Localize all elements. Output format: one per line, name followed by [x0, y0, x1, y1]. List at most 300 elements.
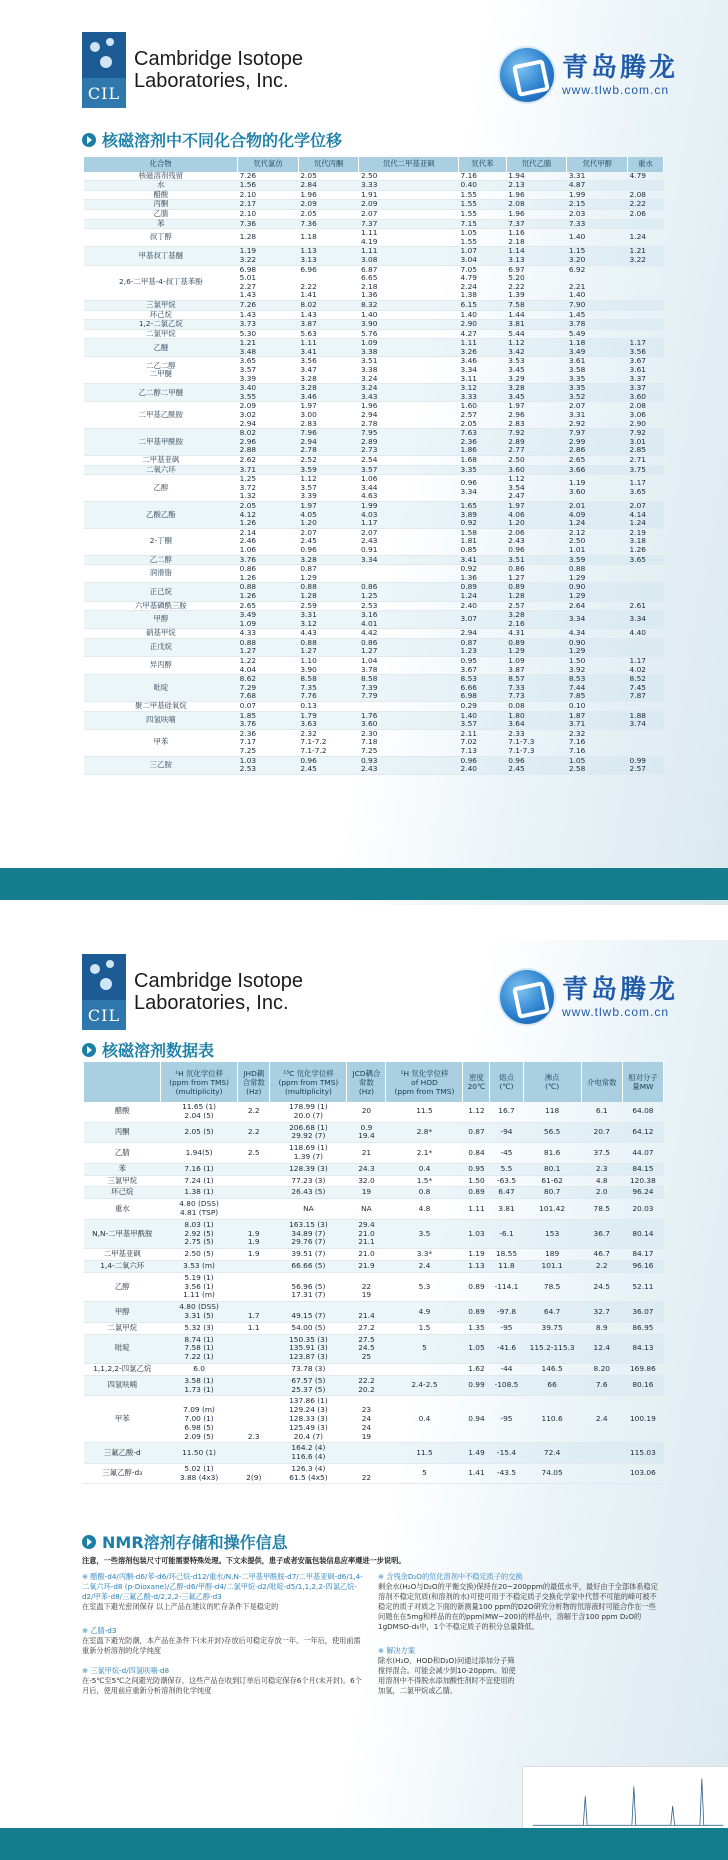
table-cell: 7.90 — [567, 300, 628, 310]
table-cell: 18.55 — [490, 1249, 523, 1261]
column-header: 氘代二甲基亚砜 — [359, 157, 459, 172]
table-cell — [628, 265, 664, 300]
qd-url[interactable]: www.tlwb.com.cn — [561, 1005, 670, 1019]
table-row — [84, 339, 664, 357]
table-cell: 3.53 3.45 3.29 — [506, 357, 567, 384]
table-cell: 1.96 — [506, 209, 567, 219]
table-cell: 3.58 (1) 1.73 (1) — [161, 1375, 238, 1396]
table-cell: 21.0 — [347, 1249, 386, 1261]
table-cell: 1.87 3.71 — [567, 711, 628, 729]
table-cell: 8.32 — [359, 300, 459, 310]
table-cell: 1.41 — [463, 1463, 490, 1484]
table-cell: 8.53 7.44 7.85 — [567, 675, 628, 702]
table-cell: 3.34 — [359, 555, 459, 565]
table-cell: 2.07 — [359, 209, 459, 219]
table-cell: 2.06 — [628, 209, 664, 219]
section-title-text: 核磁溶剂中不同化合物的化学位移 — [102, 131, 343, 150]
table-cell: 1.9 1.9 — [238, 1219, 270, 1248]
table-cell: 8.58 7.35 7.76 — [298, 675, 359, 702]
compound-name: 乙腈 — [84, 209, 238, 219]
table-cell: 96.24 — [622, 1187, 663, 1199]
table-cell: 2.4 — [386, 1260, 463, 1272]
table-cell: 21 — [347, 1143, 386, 1164]
table-cell: 2.52 — [298, 456, 359, 466]
compound-name: 环己烷 — [84, 310, 238, 320]
table-cell: 0.89 — [463, 1272, 490, 1301]
table-cell: 0.89 — [463, 1302, 490, 1323]
table-cell: 2.4-2.5 — [386, 1375, 463, 1396]
table-cell: 2.33 7.1-7.3 7.1-7.3 — [506, 729, 567, 756]
table-cell: 1.85 3.76 — [238, 711, 299, 729]
table-cell: 3.07 — [459, 611, 507, 629]
table-cell: 36.07 — [622, 1302, 663, 1323]
table-cell: 178.99 (1) 20.0 (7) — [270, 1102, 347, 1122]
table-cell: 1.03 2.53 — [238, 756, 299, 774]
table-cell: 29.4 21.0 21.1 — [347, 1219, 386, 1248]
compound-name: 异丙醇 — [84, 657, 238, 675]
table-cell — [628, 300, 664, 310]
table-cell — [359, 565, 459, 583]
compound-name: 三氟乙醇-d₃ — [84, 1463, 161, 1484]
table-cell: 23 24 24 19 — [347, 1396, 386, 1443]
table-cell: 2.32 7.16 7.16 — [567, 729, 628, 756]
table-cell: 146.5 — [523, 1363, 581, 1375]
table-cell: 0.9 19.4 — [347, 1122, 386, 1143]
table-cell: 1.7 — [238, 1302, 270, 1323]
table-cell: 3.59 — [567, 555, 628, 565]
table-cell: 1.55 — [459, 200, 507, 210]
table-cell: 16.7 — [490, 1102, 523, 1122]
table-cell: -15.4 — [490, 1443, 523, 1464]
table-cell: 2.3 — [581, 1163, 622, 1175]
table-cell: 78.5 — [523, 1272, 581, 1301]
compound-name: 三氯甲烷 — [84, 1175, 161, 1187]
table-cell: 7.26 — [238, 300, 299, 310]
table-cell: 2.06 2.43 0.96 — [506, 528, 567, 555]
table-cell: 2.36 7.17 7.25 — [238, 729, 299, 756]
table-cell: 1.25 3.72 1.32 — [238, 475, 299, 502]
table-cell: 6.47 — [490, 1187, 523, 1199]
table-cell: 4.42 — [359, 629, 459, 639]
column-header: ¹³C 氘化学位移 (ppm from TMS) (multiplicity) — [270, 1062, 347, 1102]
compound-name: 叔丁醇 — [84, 229, 238, 247]
table-cell: 1.58 1.81 0.85 — [459, 528, 507, 555]
table-cell: 80.7 — [523, 1187, 581, 1199]
table-row — [84, 384, 664, 402]
qd-logo-icon — [500, 970, 554, 1024]
table-cell: 1.43 — [298, 310, 359, 320]
nmr-spectrum-image — [522, 1766, 728, 1836]
table-cell: 3.31 3.12 — [298, 611, 359, 629]
table-cell — [238, 1163, 270, 1175]
table-cell: 32.7 — [581, 1302, 622, 1323]
compound-name: 二乙二醇 二甲醚 — [84, 357, 238, 384]
table-cell: 1.16 2.18 — [506, 229, 567, 247]
table-cell: 2.94 — [459, 629, 507, 639]
table-cell: 20.7 — [581, 1122, 622, 1143]
table-cell: 80.1 — [523, 1163, 581, 1175]
table-cell: 7.16 — [459, 172, 507, 181]
table-cell: 66.66 (5) — [270, 1260, 347, 1272]
table-cell: 64.12 — [622, 1122, 663, 1143]
compound-name: 二甲基亚砜 — [84, 456, 238, 466]
column-header — [84, 1062, 161, 1102]
table-cell: 11.5 — [386, 1443, 463, 1464]
chemical-shift-table — [84, 157, 664, 775]
table-cell: 0.89 — [463, 1187, 490, 1199]
table-cell: 2.59 — [298, 601, 359, 611]
table-cell: 8.02 2.96 2.88 — [238, 429, 299, 456]
table-cell: 2.50 — [359, 172, 459, 181]
table-cell: 3.31 — [567, 172, 628, 181]
table-cell: 2.4 — [581, 1396, 622, 1443]
table-cell: 1.13 — [463, 1260, 490, 1272]
table-cell: 3.41 — [459, 555, 507, 565]
table-cell: 0.93 2.43 — [359, 756, 459, 774]
table-cell: 4.9 — [386, 1302, 463, 1323]
table-cell: 1.55 — [459, 209, 507, 219]
table-cell: 1.99 — [567, 190, 628, 200]
table-cell: 1.1 — [238, 1322, 270, 1334]
table-cell: 74.05 — [523, 1463, 581, 1484]
compound-name: 二氧六环 — [84, 465, 238, 475]
table-cell: 3.61 3.58 3.35 — [567, 357, 628, 384]
table-cell: 52.11 — [622, 1272, 663, 1301]
column-header: 氘代苯 — [459, 157, 507, 172]
cil-name-line2: Laboratories, Inc. — [134, 70, 289, 92]
table-cell: 1.19 — [463, 1249, 490, 1261]
table-cell: 0.95 — [463, 1163, 490, 1175]
table-cell: 3.35 — [459, 465, 507, 475]
compound-name: 二甲基甲酰胺 — [84, 429, 238, 456]
table-cell: 1.11 — [463, 1199, 490, 1220]
table-cell: 3.73 — [238, 320, 299, 330]
table-cell: 1.96 — [298, 190, 359, 200]
table-cell: 2.10 — [238, 190, 299, 200]
table-cell: 5.3 — [386, 1272, 463, 1301]
table-cell: 8.53 6.66 6.98 — [459, 675, 507, 702]
table-row — [84, 657, 664, 675]
table-cell: 1.09 3.87 — [506, 657, 567, 675]
table-cell: 4.80 (DSS) 3.31 (5) — [161, 1302, 238, 1323]
table-cell: 6.96 2.22 1.41 — [298, 265, 359, 300]
table-row — [84, 1463, 664, 1484]
qd-url[interactable]: www.tlwb.com.cn — [561, 83, 670, 97]
table-row — [84, 1102, 664, 1122]
table-cell: 2.54 — [359, 456, 459, 466]
table-cell: 0.89 1.29 — [506, 638, 567, 656]
table-row — [84, 402, 664, 429]
page-2 — [0, 940, 728, 1860]
table-row — [84, 611, 664, 629]
cil-logo-block — [82, 954, 303, 1030]
column-header: 氘代甲醇 — [567, 157, 628, 172]
table-cell: 5.02 (1) 3.88 (4x3) — [161, 1463, 238, 1484]
table-cell: 96.16 — [622, 1260, 663, 1272]
table-cell: 115.03 — [622, 1443, 663, 1464]
note-text: 在室温下避光防潮，本产品在条件下(未开封)存放后可稳定存放一年。一年后，使用前需重新分析溶剂的化学纯度 — [82, 1636, 361, 1655]
table-cell: 3.3* — [386, 1249, 463, 1261]
table-cell: 3.5 — [386, 1219, 463, 1248]
table-cell: 5 — [386, 1463, 463, 1484]
table-cell: 2.12 2.50 1.01 — [567, 528, 628, 555]
table-cell: 2.08 3.06 2.90 — [628, 402, 664, 429]
compound-name: 乙二醇 — [84, 555, 238, 565]
arrow-icon — [82, 1043, 96, 1057]
table-cell: 4.33 — [238, 629, 299, 639]
table-cell: 2.65 — [238, 601, 299, 611]
table-cell: 2.32 7.1-7.2 7.1-7.2 — [298, 729, 359, 756]
table-cell: 73.78 (3) — [270, 1363, 347, 1375]
table-cell: 8.57 7.33 7.73 — [506, 675, 567, 702]
table-cell: 3.65 — [628, 555, 664, 565]
table-cell: 4.34 — [567, 629, 628, 639]
table-cell: 2.22 — [628, 200, 664, 210]
table-cell: 3.59 — [298, 465, 359, 475]
table-cell: 1.13 3.13 — [298, 247, 359, 265]
table-cell: 2.15 — [567, 200, 628, 210]
compound-name: 甲基叔丁基醚 — [84, 247, 238, 265]
arrow-icon — [82, 1535, 96, 1549]
table-cell: 32.0 — [347, 1175, 386, 1187]
cil-logo-block — [82, 32, 303, 108]
table-cell: 0.88 1.27 — [298, 638, 359, 656]
table-cell: 2.01 4.09 1.24 — [567, 501, 628, 528]
table-cell: 5.76 — [359, 329, 459, 339]
table-cell: 0.4 — [386, 1163, 463, 1175]
table-cell: 1.12 — [463, 1102, 490, 1122]
table-cell: 4.80 (DSS) 4.81 (TSP) — [161, 1199, 238, 1220]
table-cell: 19 — [347, 1187, 386, 1199]
table-cell: 4.87 — [567, 181, 628, 191]
table-cell: 3.24 3.43 — [359, 384, 459, 402]
section-title-text: 核磁溶剂数据表 — [102, 1041, 215, 1060]
table-cell: 1.96 — [506, 190, 567, 200]
table-cell: 3.90 — [359, 320, 459, 330]
table-cell: 7.6 — [581, 1375, 622, 1396]
table-cell: 126.3 (4) 61.5 (4x5) — [270, 1463, 347, 1484]
table-cell: 0.87 — [463, 1122, 490, 1143]
table-cell: 1.43 — [238, 310, 299, 320]
table-cell: 0.86 1.27 — [359, 638, 459, 656]
table-cell: 8.02 — [298, 300, 359, 310]
table-row — [84, 456, 664, 466]
qd-logo-block — [500, 48, 678, 102]
table-cell — [359, 702, 459, 712]
table-cell: 2.8* — [386, 1122, 463, 1143]
cil-logo — [82, 954, 126, 1030]
table-cell: 1.21 3.48 — [238, 339, 299, 357]
table-cell — [628, 729, 664, 756]
compound-name: 乙醇 — [84, 1272, 161, 1301]
note-text: 在-5℃至5℃之间避光防潮保存，这些产品在收到订单后可稳定保存6个月(未开封)。6个月后，使用前应重新分析溶剂的化学纯度 — [82, 1676, 362, 1695]
table-cell: 0.29 — [459, 702, 507, 712]
table-cell: 11.8 — [490, 1260, 523, 1272]
column-header: ¹H 氘化学位移 (ppm from TMS) (multiplicity) — [161, 1062, 238, 1102]
table-cell: 1.65 3.89 0.92 — [459, 501, 507, 528]
table-cell: 1.60 2.57 2.05 — [459, 402, 507, 429]
table-cell: 3.40 3.55 — [238, 384, 299, 402]
table-cell: 36.7 — [581, 1219, 622, 1248]
table-cell: -6.1 — [490, 1219, 523, 1248]
table-cell: 8.62 7.29 7.68 — [238, 675, 299, 702]
table-cell: 26.43 (5) — [270, 1187, 347, 1199]
cil-name-line2: Laboratories, Inc. — [134, 992, 289, 1014]
table-cell — [238, 1272, 270, 1301]
table-cell — [238, 1260, 270, 1272]
compound-name: 丙酮 — [84, 200, 238, 210]
table-cell: 1.03 — [463, 1219, 490, 1248]
table-cell: 2.13 — [506, 181, 567, 191]
table-cell: 1.18 — [298, 229, 359, 247]
table-cell: 0.88 1.29 — [567, 565, 628, 583]
table-cell: 7.16 (1) — [161, 1163, 238, 1175]
table-cell: 8.52 7.45 7.87 — [628, 675, 664, 702]
table-cell: 2.57 — [506, 601, 567, 611]
table-cell: 2.1* — [386, 1143, 463, 1164]
cil-name-line1: Cambridge Isotope — [134, 970, 303, 992]
table-cell: 78.5 — [581, 1199, 622, 1220]
compound-name: 三乙胺 — [84, 756, 238, 774]
table-cell: 0.4 — [386, 1396, 463, 1443]
note-heading: ※ 三氯甲烷-d/四氢呋喃-d8 — [82, 1666, 170, 1675]
table-cell: 6.0 — [161, 1363, 238, 1375]
column-header: 相对分子 量MW — [622, 1062, 663, 1102]
compound-name: 乙醚 — [84, 339, 238, 357]
table-cell: 0.86 1.25 — [359, 583, 459, 601]
table-cell: 3.65 3.57 3.39 — [238, 357, 299, 384]
compound-name: 丙酮 — [84, 1122, 161, 1143]
compound-name: 1,1,2,2-四氯乙烷 — [84, 1363, 161, 1375]
column-header: 氘代乙腈 — [506, 157, 567, 172]
table-cell: 1.55 — [459, 190, 507, 200]
table-cell: 0.13 — [298, 702, 359, 712]
note-text: 除水(H₂O、HOD和D₂O)问通过添加分子筛搅拌混合。可能会减少到10-20ppm。如使用溶剂中不得脱水添加酸性剂时不宜使用的加氢，二氯甲烷或乙腈。 — [378, 1656, 516, 1695]
table-cell: 2.05 (5) — [161, 1122, 238, 1143]
table-cell: 3.66 — [567, 465, 628, 475]
table-cell: 8.74 (1) 7.58 (1) 7.22 (1) — [161, 1334, 238, 1363]
table-cell: 5.44 — [506, 329, 567, 339]
table-cell: 3.67 3.61 3.37 — [628, 357, 664, 384]
table-cell: 3.71 — [238, 465, 299, 475]
table-cell: 1.40 — [459, 310, 507, 320]
table-cell: 206.68 (1) 29.92 (7) — [270, 1122, 347, 1143]
table-cell: 72.4 — [523, 1443, 581, 1464]
table-row — [84, 247, 664, 265]
compound-name: 重水 — [84, 1199, 161, 1220]
compound-name: 核磁溶剂残留 — [84, 172, 238, 181]
table-cell: 7.37 — [506, 219, 567, 229]
table-cell: 3.78 — [567, 320, 628, 330]
table-cell: 27.2 — [347, 1322, 386, 1334]
table-cell: 0.89 1.24 — [459, 583, 507, 601]
table-cell: 39.51 (7) — [270, 1249, 347, 1261]
table-cell — [628, 638, 664, 656]
table-cell: 3.56 3.47 3.28 — [298, 357, 359, 384]
table-cell — [238, 1175, 270, 1187]
table-cell — [628, 320, 664, 330]
table-cell: 1.12 3.54 2.47 — [506, 475, 567, 502]
compound-name: 六甲基磷酰三胺 — [84, 601, 238, 611]
compound-name: 醋酸 — [84, 190, 238, 200]
column-header: 化合物 — [84, 157, 238, 172]
table-cell: 1.09 3.38 — [359, 339, 459, 357]
table-row — [84, 181, 664, 191]
table-cell: 2.08 — [628, 190, 664, 200]
table-cell: 84.15 — [622, 1163, 663, 1175]
table-cell: 3.28 2.16 — [506, 611, 567, 629]
cil-abbr: CIL — [82, 1000, 126, 1030]
table-cell: 4.31 — [506, 629, 567, 639]
table-cell: 22 19 — [347, 1272, 386, 1301]
table-cell: 54.00 (5) — [270, 1322, 347, 1334]
table-cell: 0.88 1.26 — [238, 583, 299, 601]
table-cell: 2.50 (5) — [161, 1249, 238, 1261]
table-cell: 1.97 3.00 2.83 — [298, 402, 359, 429]
table-cell: 3.37 3.60 — [628, 384, 664, 402]
table-cell: 1.28 — [238, 229, 299, 247]
table-cell: 0.86 1.26 — [238, 565, 299, 583]
table-cell: 86.95 — [622, 1322, 663, 1334]
table-cell: 1.15 3.20 — [567, 247, 628, 265]
table-cell — [581, 1463, 622, 1484]
table-row — [84, 1163, 664, 1175]
table-cell — [628, 565, 664, 583]
table-cell: 101.1 — [523, 1260, 581, 1272]
table-cell: 1.21 3.22 — [628, 247, 664, 265]
table-cell: 24.5 — [581, 1272, 622, 1301]
table-cell: 0.10 — [567, 702, 628, 712]
table-cell: 7.63 2.36 1.86 — [459, 429, 507, 456]
table-cell: 1.56 — [238, 181, 299, 191]
compound-name: 苯 — [84, 1163, 161, 1175]
table-row — [84, 429, 664, 456]
storage-notes — [82, 1556, 662, 1695]
table-cell — [628, 583, 664, 601]
table-cell: 3.60 — [506, 465, 567, 475]
table-cell: 2.5 — [238, 1143, 270, 1164]
table-cell: 2.53 — [359, 601, 459, 611]
table-row — [84, 583, 664, 601]
table-cell: 5.19 (1) 3.56 (1) 1.11 (m) — [161, 1272, 238, 1301]
table-row — [84, 1322, 664, 1334]
table-row — [84, 265, 664, 300]
table-cell: 0.88 1.27 — [238, 638, 299, 656]
table-cell: 1.68 — [459, 456, 507, 466]
table-cell: 1.22 4.04 — [238, 657, 299, 675]
table-cell: 3.34 — [567, 611, 628, 629]
page-1 — [0, 0, 728, 905]
table-cell: 2.05 — [298, 209, 359, 219]
table-cell: -41.6 — [490, 1334, 523, 1363]
table-row — [84, 357, 664, 384]
column-header: ¹H 氘化学位移 of HOD (ppm from TMS) — [386, 1062, 463, 1102]
note-heading: ※ 醋酸-d4/丙酮-d6/苯-d6/环己烷-d12/重水/N,N-二甲基甲酰胺-d7/二甲基亚砜-d6/1,4-二氧六环-d8 (p-Dioxane)/乙醇-d6/甲醇-d4/二氯甲烷-d2/吡啶-d5/1,1,2,2-四氯乙烷-d2/甲苯-d8/三氟乙酸-d/2,2,2-三氟乙醇-d3 — [82, 1572, 363, 1601]
compound-name: 三氯甲烷 — [84, 300, 238, 310]
table-cell: 0.07 — [238, 702, 299, 712]
table-cell: 21.4 — [347, 1302, 386, 1323]
table-cell: 1.97 4.06 1.20 — [506, 501, 567, 528]
table-cell: -94 — [490, 1122, 523, 1143]
table-cell: 0.92 1.36 — [459, 565, 507, 583]
table-cell: 0.90 1.29 — [567, 638, 628, 656]
table-cell — [238, 1187, 270, 1199]
table-cell — [581, 1443, 622, 1464]
table-cell: -43.5 — [490, 1463, 523, 1484]
table-cell: 1.07 3.04 — [459, 247, 507, 265]
compound-name: 环己烷 — [84, 1187, 161, 1199]
table-cell: 4.27 — [459, 329, 507, 339]
